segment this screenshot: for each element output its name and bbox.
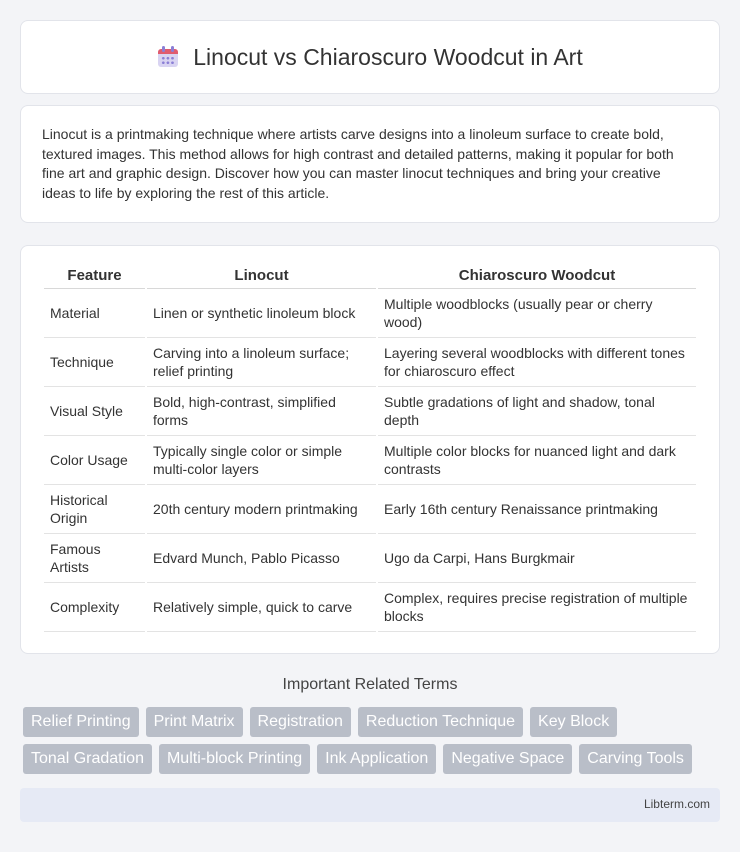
tag-negative-space[interactable]: Negative Space	[443, 744, 572, 774]
table-row	[44, 436, 696, 485]
related-terms-title: Important Related Terms	[282, 676, 458, 693]
tag-registration[interactable]: Registration	[250, 707, 351, 737]
tag-multi-block-printing[interactable]: Multi-block Printing	[159, 744, 310, 774]
tag-tonal-gradation[interactable]: Tonal Gradation	[23, 744, 152, 774]
comparison-table	[42, 265, 698, 632]
table-row	[44, 338, 696, 387]
table-row	[44, 289, 696, 338]
header-linocut: Linocut	[147, 265, 376, 289]
cell-chiaroscuro: Ugo da Carpi, Hans Burgkmair	[378, 534, 696, 583]
tag-carving-tools[interactable]: Carving Tools	[579, 744, 692, 774]
header-chiaroscuro: Chiaroscuro Woodcut	[378, 265, 696, 289]
tag-relief-printing[interactable]: Relief Printing	[23, 707, 139, 737]
cell-feature: Complexity	[44, 583, 145, 632]
cell-linocut: Linen or synthetic linoleum block	[147, 289, 376, 338]
tag-reduction-technique[interactable]: Reduction Technique	[358, 707, 523, 737]
header-feature: Feature	[44, 265, 145, 289]
cell-feature: Color Usage	[44, 436, 145, 485]
cell-chiaroscuro: Multiple woodblocks (usually pear or cherry wood)	[378, 289, 696, 338]
cell-feature: Historical Origin	[44, 485, 145, 534]
table-row	[44, 485, 696, 534]
footer-site-link[interactable]: Libterm.com	[643, 797, 710, 811]
cell-feature: Visual Style	[44, 387, 145, 436]
table-header-row	[44, 265, 696, 289]
cell-chiaroscuro: Complex, requires precise registration of multiple blocks	[378, 583, 696, 632]
footer	[20, 788, 720, 822]
cell-linocut: Typically single color or simple multi-color layers	[147, 436, 376, 485]
related-terms-list	[23, 707, 723, 781]
page-title: Linocut vs Chiaroscuro Woodcut in Art	[193, 43, 583, 70]
intro-card	[20, 105, 720, 223]
cell-feature: Technique	[44, 338, 145, 387]
comparison-table-card	[20, 245, 720, 654]
cell-chiaroscuro: Multiple color blocks for nuanced light and dark contrasts	[378, 436, 696, 485]
cell-feature: Famous Artists	[44, 534, 145, 583]
cell-chiaroscuro: Subtle gradations of light and shadow, tonal depth	[378, 387, 696, 436]
table-row	[44, 387, 696, 436]
table-row	[44, 534, 696, 583]
title-card	[20, 20, 720, 94]
cell-chiaroscuro: Early 16th century Renaissance printmaking	[378, 485, 696, 534]
cell-chiaroscuro: Layering several woodblocks with different tones for chiaroscuro effect	[378, 338, 696, 387]
tag-print-matrix[interactable]: Print Matrix	[146, 707, 243, 737]
cell-linocut: Carving into a linoleum surface; relief printing	[147, 338, 376, 387]
tag-key-block[interactable]: Key Block	[530, 707, 617, 737]
tag-ink-application[interactable]: Ink Application	[317, 744, 436, 774]
cell-linocut: Bold, high-contrast, simplified forms	[147, 387, 376, 436]
intro-text: Linocut is a printmaking technique where artists carve designs into a linoleum surface to create bold, textured images. This method allows for high contrast and detailed patterns, making it popular for both fine art and graphic design. Discover how you can master linocut techniques and bring your creative ideas to life by exploring the rest of this article.	[42, 126, 674, 201]
cell-linocut: Relatively simple, quick to carve	[147, 583, 376, 632]
calendar-icon	[157, 46, 179, 68]
table-row	[44, 583, 696, 632]
cell-linocut: Edvard Munch, Pablo Picasso	[147, 534, 376, 583]
cell-feature: Material	[44, 289, 145, 338]
cell-linocut: 20th century modern printmaking	[147, 485, 376, 534]
